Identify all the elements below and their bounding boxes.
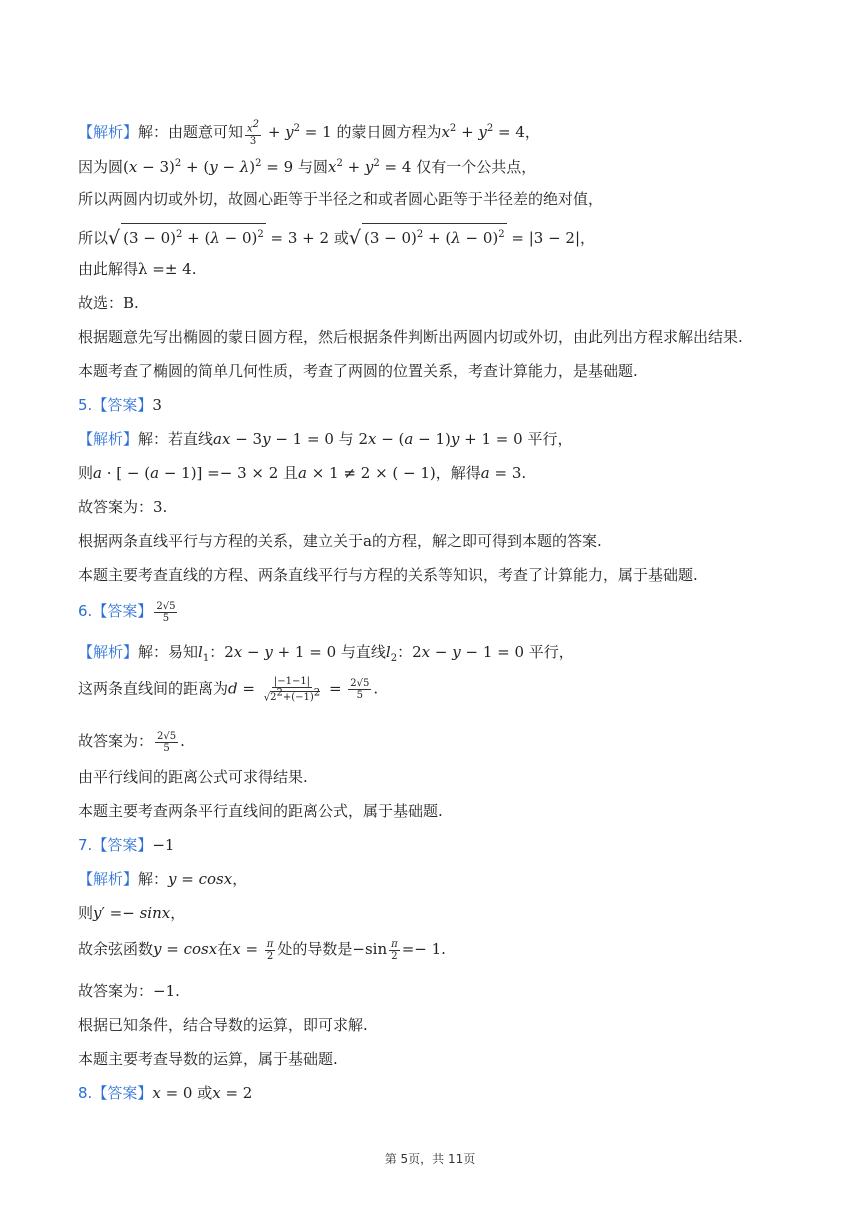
q5-answer-line bbox=[78, 394, 162, 416]
fraction: $\frac{\pi}{2}$ bbox=[266, 938, 274, 962]
text: 故余弦函数 bbox=[78, 940, 154, 958]
q6-line-3: 故答案为： $\frac{2√5}{5}$ . bbox=[78, 730, 185, 754]
q8-answer-line: 8.【答案】x = 0 或x = 2 bbox=[78, 1084, 253, 1102]
text: 解：易知 bbox=[138, 643, 199, 661]
answer-value: 3 bbox=[152, 396, 162, 414]
answer-fraction: $\frac{2√5}{5}$ bbox=[156, 600, 176, 624]
q5-line-4: 根据两条直线平行与方程的关系，建立关于a的方程，解之即可得到本题的答案. bbox=[78, 532, 602, 550]
text: 与 bbox=[338, 430, 354, 448]
text: 或 bbox=[197, 1084, 213, 1102]
analysis-tag: 【解析】 bbox=[78, 430, 139, 448]
q6-answer-line bbox=[78, 600, 179, 624]
text: 仅有一个公共点， bbox=[416, 158, 537, 176]
fraction: $\frac{2√5}{5}$ bbox=[350, 678, 370, 702]
text: 所以 bbox=[78, 229, 109, 247]
q7-line-5: 根据已知条件，结合导数的运算，即可求解. bbox=[78, 1016, 368, 1034]
text: 且 bbox=[283, 464, 299, 482]
text: 解：若直线 bbox=[138, 430, 214, 448]
q4-line-5: 由此解得λ =± 4. bbox=[78, 260, 197, 278]
q4-line-8: 本题考查了椭圆的简单几何性质，考查了两圆的位置关系，考查计算能力，是基础题. bbox=[78, 362, 638, 380]
q4-line-1: 【解析】解：由题意可知 $\frac{x^2}{3}$ + $y^2 = 1$ 的蒙日圆方程为$x^2 + y^2 = 4$， bbox=[78, 119, 540, 147]
q7-line-6: 本题主要考查导数的运算，属于基础题. bbox=[78, 1050, 338, 1068]
q7-line-3: 故余弦函数y = cosx在x = $\frac{\pi}{2}$ 处的导数是−sin $\frac{\pi}{2}$ =− 1. bbox=[78, 938, 446, 962]
answer-tag: 【答案】 bbox=[92, 1084, 153, 1102]
q7-line-1: 【解析】解：y = cosx， bbox=[78, 870, 248, 888]
question-number: 8. bbox=[78, 1084, 93, 1102]
analysis-tag: 【解析】 bbox=[78, 870, 139, 888]
text: 解：由题意可知 bbox=[138, 123, 244, 141]
fraction: $\frac{\pi}{2}$ bbox=[391, 938, 398, 962]
fraction: $\frac{x^2}{3}$ bbox=[247, 119, 260, 147]
text: 平行， bbox=[528, 643, 574, 661]
text: 与直线 bbox=[340, 643, 386, 661]
q4-line-2: 因为圆$(x - 3)^2 + (y - \lambda)^2 = 9$ 与圆$x^2 + y^2 = 4$ 仅有一个公共点， bbox=[78, 158, 537, 176]
q7-line-4: 故答案为：−1. bbox=[78, 982, 180, 1000]
q5-line-5: 本题主要考查直线的方程、两条直线平行与方程的关系等知识，考查了计算能力，属于基础题. bbox=[78, 566, 698, 584]
text: 处的导数是 bbox=[277, 940, 353, 958]
answer-tag: 【答案】 bbox=[92, 602, 153, 620]
q7-answer-line bbox=[78, 834, 174, 856]
q5-line-2: 则a · [ − (a − 1)] =− 3 × 2 且a × 1 ≠ 2 × ( − 1)，解得a = 3. bbox=[78, 464, 527, 482]
text: 则 bbox=[78, 464, 94, 482]
q6-line-2: 这两条直线间的距离为d = $\frac{|-1-1|}{√2^2+(-1)^2}$ = $\frac{2√5}{5}$ . bbox=[78, 676, 379, 704]
text: 的蒙日圆方程为 bbox=[336, 123, 442, 141]
analysis-tag: 【解析】 bbox=[78, 123, 139, 141]
q6-line-1: 【解析】解：易知$l_1$：2x − y + 1 = 0 与直线$l_2$：2x − y − 1 = 0 平行， bbox=[78, 643, 574, 664]
q5-line-3: 故答案为：3. bbox=[78, 498, 168, 516]
text: 这两条直线间的距离为 bbox=[78, 679, 229, 698]
question-number: 5. bbox=[78, 396, 93, 414]
text: 因为圆 bbox=[78, 158, 124, 176]
q4-line-6: 故选：B. bbox=[78, 294, 139, 312]
q4-line-3: 所以两圆内切或外切，故圆心距等于半径之和或者圆心距等于半径差的绝对值， bbox=[78, 190, 604, 208]
fraction: $\frac{2√5}{5}$ bbox=[157, 730, 177, 754]
text: 与圆 bbox=[297, 158, 328, 176]
q4-line-7: 根据题意先写出椭圆的蒙日圆方程，然后根据条件判断出两圆内切或外切，由此列出方程求解出结果. bbox=[78, 328, 743, 346]
question-number: 7. bbox=[78, 836, 93, 854]
text: 或 bbox=[333, 229, 349, 247]
text: ，解得 bbox=[435, 464, 481, 482]
question-number: 6. bbox=[78, 602, 93, 620]
text: 则 bbox=[78, 904, 94, 922]
distance-fraction: $\frac{|-1-1|}{√2^2+(-1)^2}$ bbox=[263, 676, 321, 704]
text: 平行， bbox=[527, 430, 573, 448]
text: 在 bbox=[217, 940, 233, 958]
text: 故答案为： bbox=[78, 732, 154, 750]
q6-line-5: 本题主要考查两条平行直线间的距离公式，属于基础题. bbox=[78, 802, 443, 820]
text: 解： bbox=[138, 870, 169, 888]
q7-line-2: 则y′ =− sinx， bbox=[78, 904, 186, 922]
q4-line-4: 所以√ $(3 - 0)^2 + (\lambda - 0)^2 = 3 + 2$ 或√ $(3 - 0)^2 + (\lambda - 0)^2 = |3 - 2|$， bbox=[78, 223, 595, 249]
page-footer: 第 5页，共 11页 bbox=[384, 1152, 476, 1166]
q5-line-1: 【解析】解：若直线ax − 3y − 1 = 0 与 2x − (a − 1)y + 1 = 0 平行， bbox=[78, 430, 573, 448]
analysis-tag: 【解析】 bbox=[78, 643, 139, 661]
q6-line-4: 由平行线间的距离公式可求得结果. bbox=[78, 768, 308, 786]
answer-tag: 【答案】 bbox=[92, 396, 153, 414]
answer-tag: 【答案】 bbox=[92, 836, 153, 854]
answer-value: −1 bbox=[152, 836, 175, 854]
